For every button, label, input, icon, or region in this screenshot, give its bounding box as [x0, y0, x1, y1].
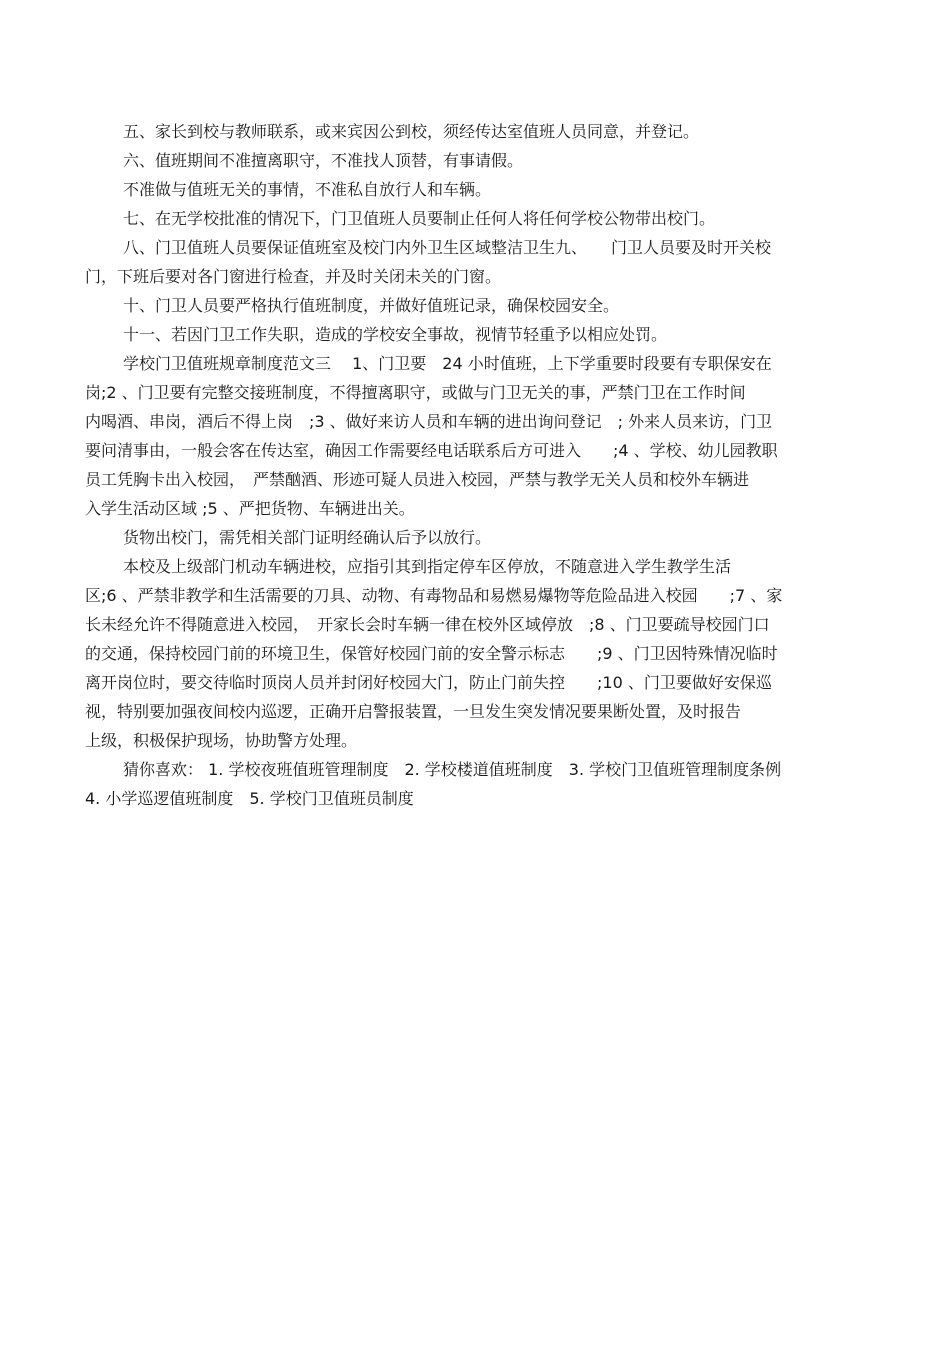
- document-body: [85, 117, 860, 813]
- text-line: 岗;2 、门卫要有完整交接班制度，不得擅离职守，或做与门卫无关的事，严禁门卫在工作时间: [85, 383, 746, 402]
- text-line: 4. 小学巡逻值班制度 5. 学校门卫值班员制度: [85, 789, 414, 808]
- text-line: 八、门卫值班人员要保证值班室及校门内外卫生区域整洁卫生九、 门卫人员要及时开关校: [123, 238, 772, 257]
- text-line: 要问清事由，一般会客在传达室，确因工作需要经电话联系后方可进入 ;4 、学校、幼儿园教职: [85, 441, 778, 460]
- text-line: 五、家长到校与教师联系，或来宾因公到校，须经传达室值班人员同意，并登记。: [123, 122, 700, 141]
- text-line: 货物出校门，需凭相关部门证明经确认后予以放行。: [123, 528, 492, 547]
- text-line: 上级，积极保护现场，协助警方处理。: [85, 731, 358, 750]
- text-line: 离开岗位时，要交待临时顶岗人员并封闭好校园大门，防止门前失控 ;10 、门卫要做好安保巡: [85, 673, 772, 692]
- text-line: 视，特别要加强夜间校内巡逻，正确开启警报装置，一旦发生突发情况要果断处置，及时报告: [85, 702, 742, 721]
- text-line: 学校门卫值班规章制度范文三 1、门卫要 24 小时值班，上下学重要时段要有专职保安在: [123, 354, 772, 373]
- text-line: 长未经允许不得随意进入校园， 开家长会时车辆一律在校外区域停放 ;8 、门卫要疏导校园门口: [85, 615, 770, 634]
- text-line: 本校及上级部门机动车辆进校，应指引其到指定停车区停放，不随意进入学生教学生活: [123, 557, 732, 576]
- text-line: 十、门卫人员要严格执行值班制度，并做好值班记录，确保校园安全。: [123, 296, 620, 315]
- text-line: 的交通，保持校园门前的环境卫生，保管好校园门前的安全警示标志 ;9 、门卫因特殊情况临时: [85, 644, 778, 663]
- text-line: 不准做与值班无关的事情，不准私自放行人和车辆。: [123, 180, 492, 199]
- text-line: 七、在无学校批准的情况下，门卫值班人员要制止任何人将任何学校公物带出校门。: [123, 209, 716, 228]
- text-line: 区;6 、严禁非教学和生活需要的刀具、动物、有毒物品和易燃易爆物等危险品进入校园 ;7 、家: [85, 586, 783, 605]
- text-line: 员工凭胸卡出入校园， 严禁酗酒、形迹可疑人员进入校园，严禁与教学无关人员和校外车辆进: [85, 470, 750, 489]
- text-line: 猜你喜欢： 1. 学校夜班值班管理制度 2. 学校楼道值班制度 3. 学校门卫值班管理制度条例: [123, 760, 782, 779]
- text-line: 门，下班后要对各门窗进行检查，并及时关闭未关的门窗。: [85, 267, 502, 286]
- text-line: 六、值班期间不准擅离职守，不准找人顶替，有事请假。: [123, 151, 524, 170]
- text-line: 入学生活动区域 ;5 、严把货物、车辆进出关。: [85, 499, 415, 518]
- text-line: 内喝酒、串岗，酒后不得上岗 ;3 、做好来访人员和车辆的进出询问登记 ; 外来人员来访，门卫: [85, 412, 773, 431]
- text-line: 十一、若因门卫工作失职，造成的学校安全事故，视情节轻重予以相应处罚。: [123, 325, 668, 344]
